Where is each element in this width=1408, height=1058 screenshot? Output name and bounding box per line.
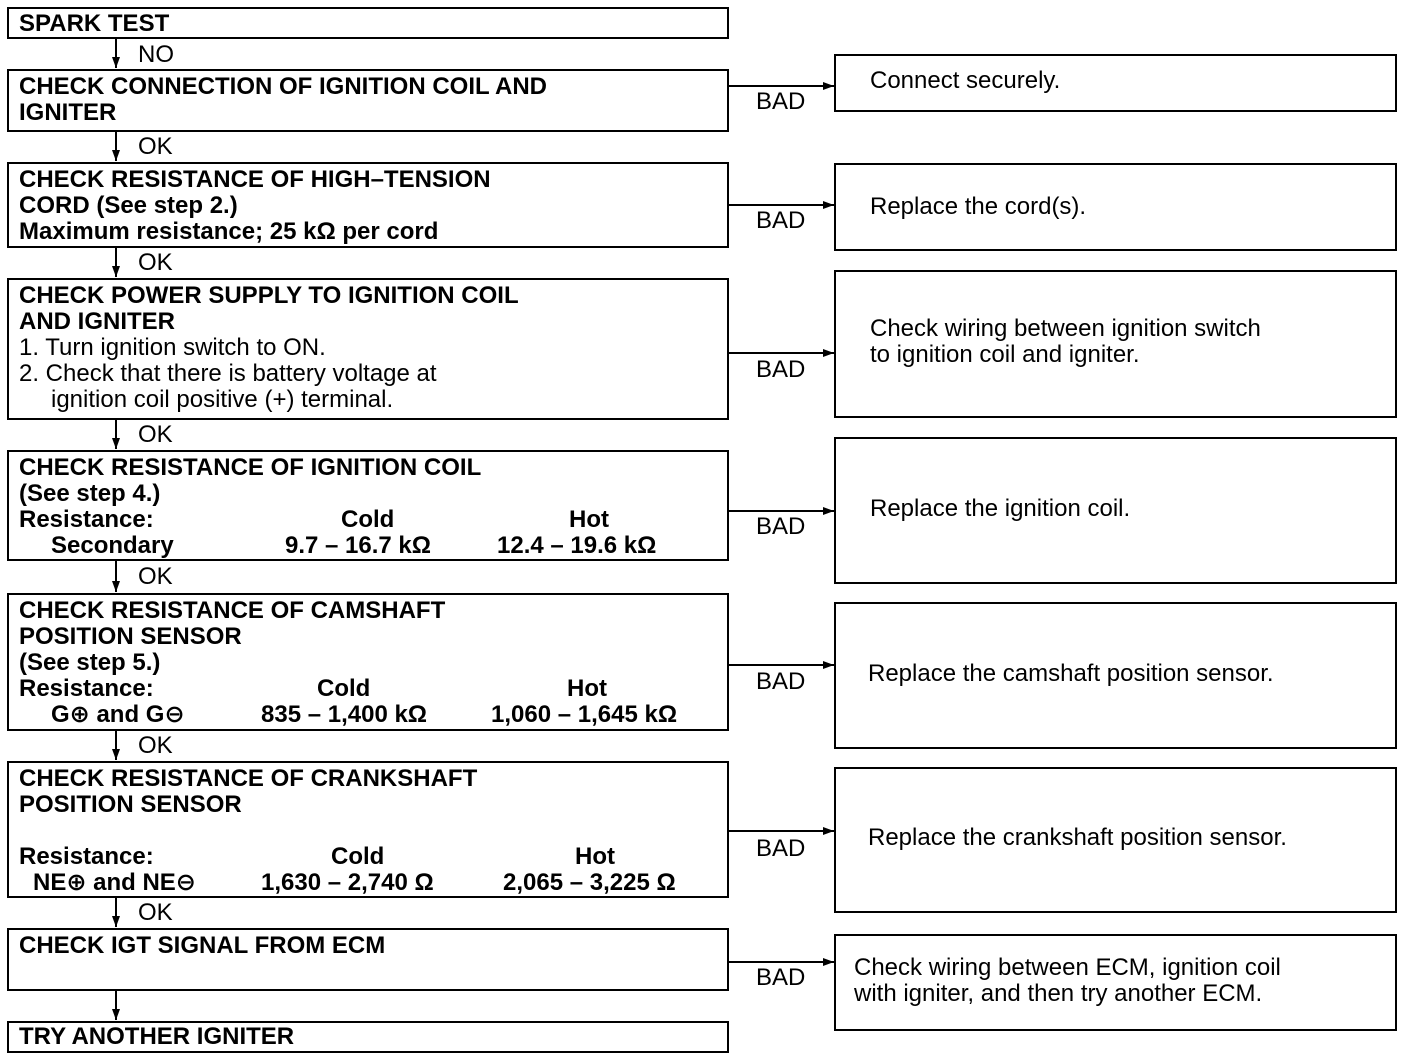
label-bad: BAD (756, 207, 806, 234)
step-title-line: CHECK IGT SIGNAL FROM ECM (19, 932, 386, 959)
cold-value: 1,630 – 2,740 Ω (261, 869, 434, 896)
remedy-text: Replace the crankshaft position sensor. (868, 824, 1287, 851)
spec-value-row (19, 870, 717, 896)
remedy-text: Check wiring between ignition switch (870, 315, 1261, 342)
label-ok: OK (138, 563, 173, 590)
label-ok: OK (138, 133, 173, 160)
hot-value: 12.4 – 19.6 kΩ (497, 532, 657, 559)
label-bad: BAD (756, 356, 806, 383)
remedy-text: to ignition coil and igniter. (870, 341, 1140, 368)
label-ok: OK (138, 421, 173, 448)
remedy-crankshaft-box (834, 767, 1397, 913)
step-title-line: POSITION SENSOR (19, 623, 242, 650)
remedy-cord-box (834, 163, 1397, 251)
hot-header: Hot (567, 675, 607, 702)
step-camshaft-sensor-box (7, 593, 729, 731)
hot-header: Hot (575, 843, 615, 870)
spec-value-row (19, 533, 717, 559)
label-bad: BAD (756, 964, 806, 991)
spec-item: G⊕ and G⊖ (51, 701, 185, 728)
spec-header-row (19, 507, 717, 533)
resistance-label: Resistance: (19, 843, 154, 870)
label-bad: BAD (756, 668, 806, 695)
try-another-igniter-box (7, 1021, 729, 1053)
resistance-label: Resistance: (19, 506, 154, 533)
step-power-supply-box (7, 278, 729, 420)
label-no: NO (138, 41, 174, 68)
cold-header: Cold (317, 675, 371, 702)
step-title-line: IGNITER (19, 99, 117, 126)
remedy-ignition-coil-box (834, 437, 1397, 584)
remedy-ecm-wiring-box (834, 934, 1397, 1031)
label-ok: OK (138, 249, 173, 276)
remedy-text: Replace the cord(s). (870, 193, 1087, 220)
step-title-line: CHECK RESISTANCE OF CRANKSHAFT (19, 765, 478, 792)
end-title: TRY ANOTHER IGNITER (19, 1023, 295, 1050)
label-bad: BAD (756, 513, 806, 540)
step-igt-signal-box (7, 928, 729, 991)
hot-value: 2,065 – 3,225 Ω (503, 869, 676, 896)
step-connection-box (7, 69, 729, 132)
resistance-label: Resistance: (19, 675, 154, 702)
cold-value: 9.7 – 16.7 kΩ (285, 532, 432, 559)
step-title-line: CHECK RESISTANCE OF HIGH–TENSION (19, 166, 491, 193)
label-ok: OK (138, 899, 173, 926)
step-title-line: AND IGNITER (19, 308, 175, 335)
step-title-line: CHECK RESISTANCE OF IGNITION COIL (19, 454, 482, 481)
spark-test-box (7, 7, 729, 39)
step-title-line: CORD (See step 2.) (19, 192, 238, 219)
spec-item: Secondary (51, 532, 174, 559)
remedy-wiring-switch-box (834, 270, 1397, 418)
spec-header-row (19, 676, 717, 702)
step-title-line: (See step 5.) (19, 649, 161, 676)
cold-header: Cold (331, 843, 385, 870)
label-ok: OK (138, 732, 173, 759)
hot-value: 1,060 – 1,645 kΩ (491, 701, 678, 728)
spec-item: NE⊕ and NE⊖ (33, 869, 196, 896)
step-crankshaft-sensor-box (7, 761, 729, 898)
remedy-camshaft-box (834, 602, 1397, 749)
spacer-row (19, 818, 717, 844)
cold-header: Cold (341, 506, 395, 533)
instruction-line: ignition coil positive (+) terminal. (51, 386, 394, 413)
remedy-connect-box (834, 54, 1397, 112)
instruction-line: 2. Check that there is battery voltage at (19, 360, 437, 387)
spec-header-row (19, 844, 717, 870)
spec-value-row (19, 702, 717, 728)
cold-value: 835 – 1,400 kΩ (261, 701, 428, 728)
hot-header: Hot (569, 506, 609, 533)
max-resistance-spec: Maximum resistance; 25 kΩ per cord (19, 218, 439, 245)
remedy-text: Replace the camshaft position sensor. (868, 659, 1274, 687)
spark-test-title: SPARK TEST (19, 10, 170, 37)
remedy-text: Replace the ignition coil. (870, 494, 1131, 522)
label-bad: BAD (756, 835, 806, 862)
remedy-text: Check wiring between ECM, ignition coil (854, 953, 1281, 981)
remedy-text: with igniter, and then try another ECM. (854, 979, 1263, 1007)
step-title-line: CHECK POWER SUPPLY TO IGNITION COIL (19, 282, 519, 309)
step-title-line: CHECK CONNECTION OF IGNITION COIL AND (19, 73, 547, 100)
instruction-line: 1. Turn ignition switch to ON. (19, 334, 326, 361)
step-high-tension-cord-box (7, 162, 729, 248)
remedy-text: Connect securely. (870, 67, 1061, 94)
step-title-line: CHECK RESISTANCE OF CAMSHAFT (19, 597, 446, 624)
label-bad: BAD (756, 88, 806, 115)
step-title-line: POSITION SENSOR (19, 791, 242, 818)
step-ignition-coil-box (7, 450, 729, 561)
step-title-line: (See step 4.) (19, 480, 161, 507)
